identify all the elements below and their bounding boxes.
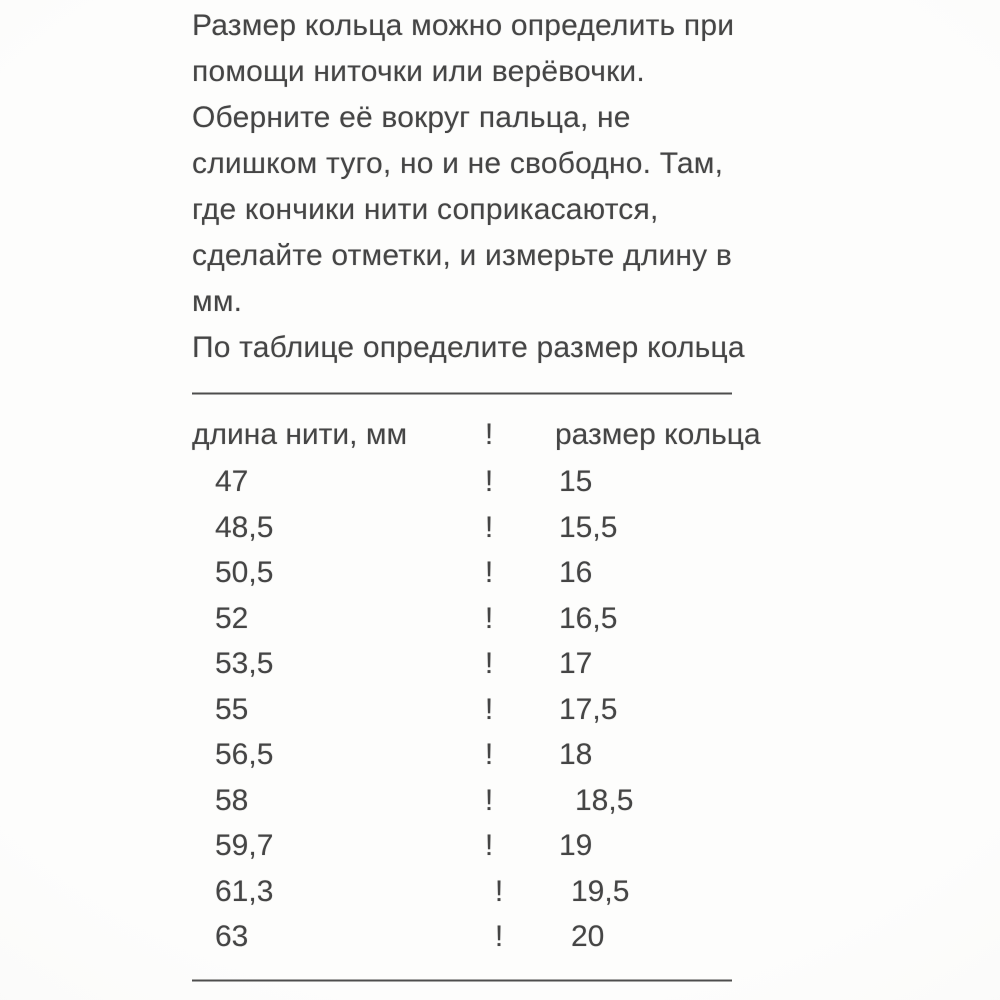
column-separator: ! (484, 418, 494, 451)
row-separator: ! (494, 920, 504, 953)
row-separator: ! (484, 647, 494, 680)
table-row (192, 687, 792, 733)
row-separator: ! (484, 601, 494, 635)
thread-length-value: 47 (215, 465, 249, 498)
ring-size-value: 16,5 (559, 601, 618, 635)
text-line: помощи ниточки или верёвочки. (192, 55, 645, 88)
ring-size-value: 18 (559, 738, 593, 771)
text-line: слишком туго, но и не свободно. Там, (192, 147, 724, 180)
thread-length-value: 50,5 (215, 556, 274, 589)
intro-text (192, 3, 792, 371)
table-row (192, 641, 792, 687)
thread-length-value: 55 (215, 692, 249, 726)
ring-size-value: 17,5 (559, 692, 618, 726)
text-line: мм. (192, 285, 243, 318)
text-line: сделайте отметки, и измерьте длину в (192, 239, 733, 272)
ring-size-value: 20 (571, 920, 605, 953)
ring-size-table (192, 411, 792, 960)
table-row (192, 778, 792, 824)
column-header-ring-size: размер кольца (555, 418, 761, 451)
ring-size-value: 15,5 (559, 510, 618, 544)
table-row (192, 596, 792, 642)
thread-length-value: 53,5 (215, 647, 274, 680)
thread-length-value: 59,7 (215, 829, 274, 862)
thread-length-value: 56,5 (215, 738, 274, 771)
table-row (192, 914, 792, 960)
table-row (192, 505, 792, 551)
table-bottom-divider: —————————————————— (192, 961, 732, 995)
column-header-thread-length: длина нити, мм (192, 418, 408, 451)
table-row (192, 550, 792, 596)
thread-length-value: 61,3 (215, 874, 274, 908)
text-line: Размер кольца можно определить при (192, 9, 735, 42)
thread-length-value: 48,5 (215, 510, 274, 544)
ring-size-value: 19,5 (571, 874, 630, 908)
ring-size-value: 18,5 (575, 783, 634, 817)
row-separator: ! (484, 510, 494, 544)
thread-length-value: 58 (215, 783, 249, 817)
text-line: где кончики нити соприкасаются, (192, 193, 659, 226)
table-row (192, 459, 792, 505)
thread-length-value: 52 (215, 601, 249, 635)
row-separator: ! (484, 783, 494, 817)
row-separator: ! (484, 692, 494, 726)
row-separator: ! (484, 465, 494, 498)
table-row (192, 869, 792, 915)
ring-size-value: 17 (559, 647, 593, 680)
row-separator: ! (494, 874, 504, 908)
table-top-divider: —————————————————— (192, 375, 732, 408)
table-header-row (192, 411, 792, 459)
table-row (192, 823, 792, 869)
ring-size-value: 16 (559, 556, 593, 589)
row-separator: ! (484, 829, 494, 862)
ring-size-value: 15 (559, 465, 593, 498)
row-separator: ! (484, 556, 494, 589)
table-row (192, 732, 792, 778)
thread-length-value: 63 (215, 920, 249, 953)
text-line: По таблице определите размер кольца (192, 331, 745, 364)
text-line: Оберните её вокруг пальца, не (192, 101, 631, 134)
ring-size-value: 19 (559, 829, 593, 862)
row-separator: ! (484, 738, 494, 771)
